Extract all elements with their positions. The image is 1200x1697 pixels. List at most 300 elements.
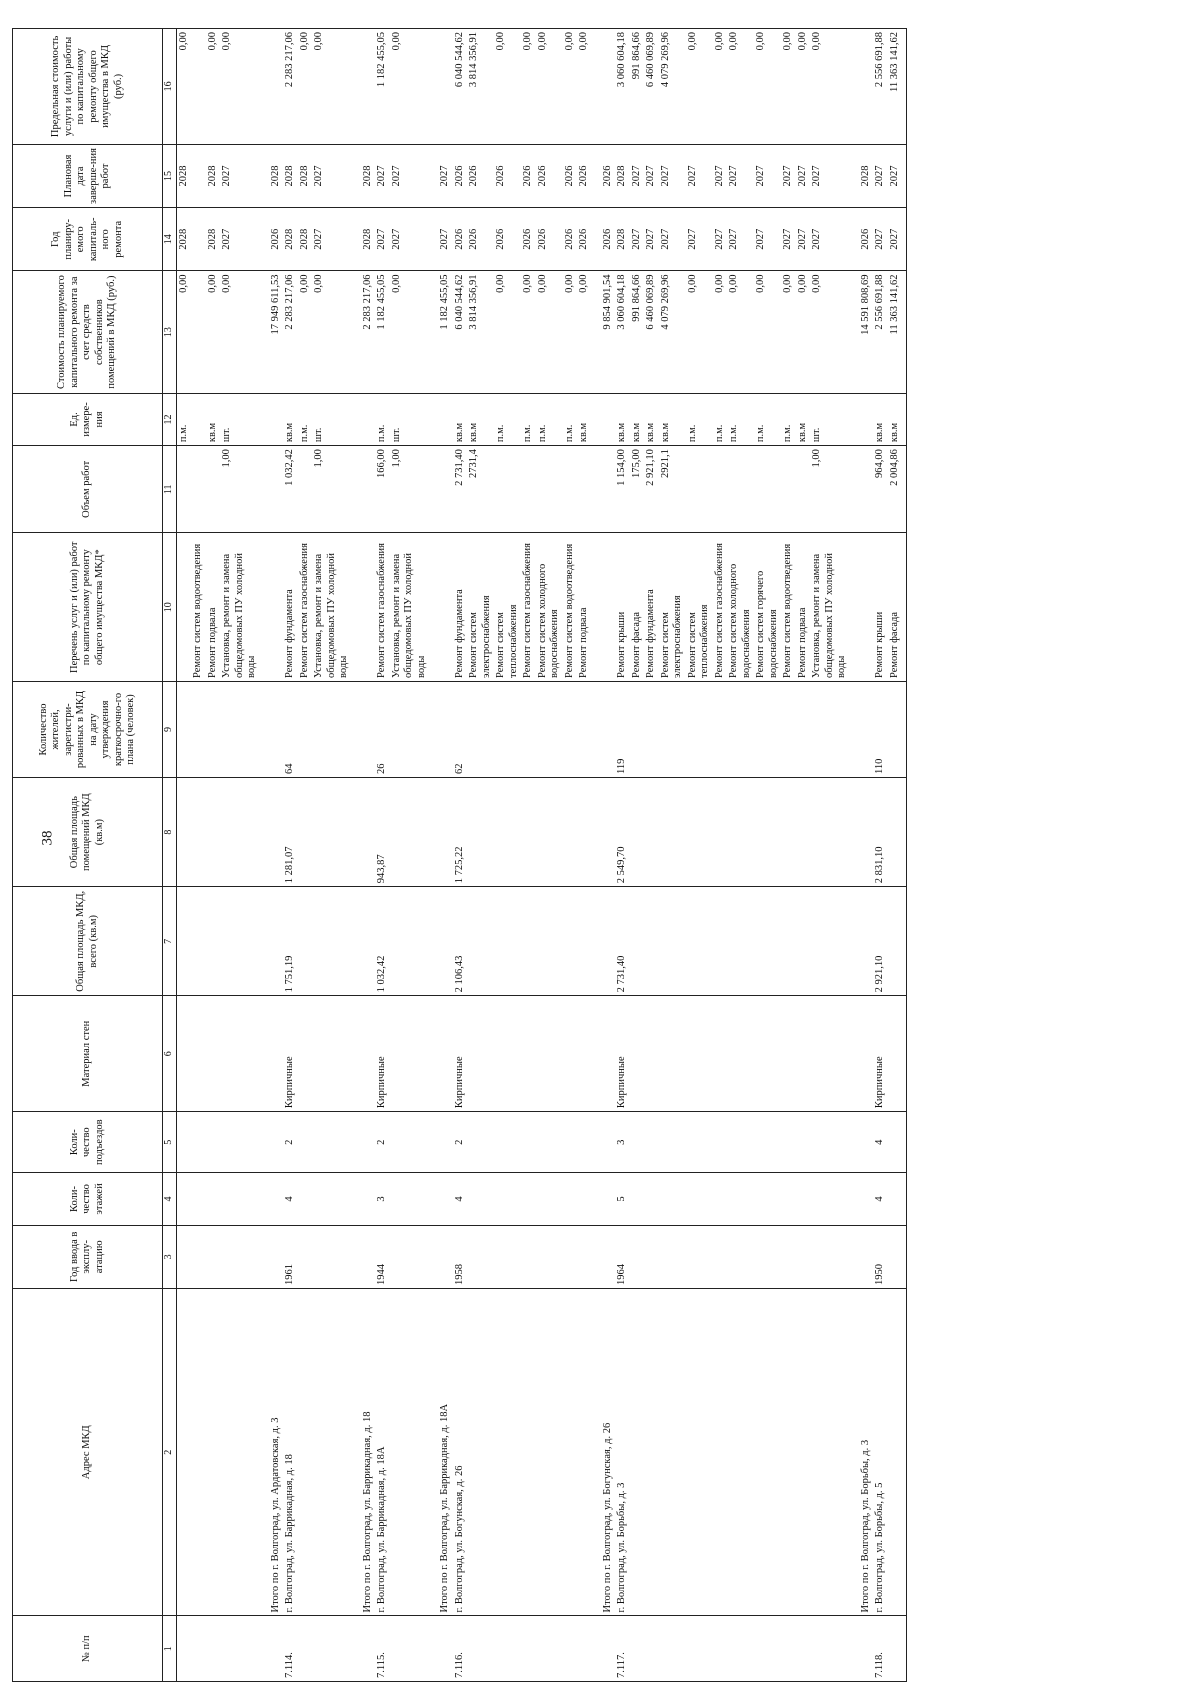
empty-cell	[630, 1173, 645, 1225]
empty-cell	[796, 1173, 811, 1225]
empty-cell	[796, 1288, 811, 1616]
work-end-date: 2027	[810, 144, 850, 207]
header-cell: Год ввода в эксплу-атацию	[13, 1225, 163, 1288]
work-volume	[754, 446, 781, 533]
work-type: Ремонт фундамента	[644, 533, 659, 681]
work-unit: п.м.	[686, 393, 713, 445]
column-number-row	[163, 29, 177, 1682]
empty-cell	[781, 1112, 796, 1173]
table-end-row	[902, 29, 907, 1682]
work-end-date: 2027	[888, 144, 903, 207]
work-limit-cost: 1 182 455,05	[375, 29, 390, 145]
empty-cell	[521, 1173, 536, 1225]
row-number: 7.115.	[375, 1616, 390, 1682]
empty-cell	[592, 393, 616, 445]
work-type: Ремонт фундамента	[283, 533, 298, 681]
empty-cell	[260, 1173, 284, 1225]
work-end-date: 2027	[727, 144, 754, 207]
empty-cell	[191, 887, 206, 996]
empty-cell	[390, 1288, 430, 1616]
empty-cell	[592, 681, 616, 777]
work-volume: 1,00	[810, 446, 850, 533]
empty-cell	[390, 1616, 430, 1682]
empty-cell	[191, 1616, 206, 1682]
work-volume: 175,00	[630, 446, 645, 533]
rooms-area: 1 725,22	[453, 778, 468, 887]
work-row	[630, 29, 645, 1682]
work-type: Ремонт систем теплоснабжения	[494, 533, 521, 681]
empty-cell	[298, 681, 313, 777]
building-row	[453, 29, 468, 1682]
empty-cell	[206, 996, 221, 1112]
work-cost: 0,00	[312, 271, 352, 393]
empty-cell	[781, 681, 796, 777]
work-cost: 0,00	[494, 271, 521, 393]
work-volume: 2921,1	[659, 446, 686, 533]
empty-cell	[850, 887, 874, 996]
empty-cell	[577, 1616, 592, 1682]
empty-cell	[592, 533, 616, 681]
empty-cell	[577, 1173, 592, 1225]
rooms-area: 2 549,70	[615, 778, 630, 887]
empty-cell	[390, 1173, 430, 1225]
work-row	[312, 29, 352, 1682]
work-row	[494, 29, 521, 1682]
work-unit: шт.	[312, 393, 352, 445]
work-volume	[781, 446, 796, 533]
work-limit-cost: 991 864,66	[630, 29, 645, 145]
empty-cell	[220, 1616, 260, 1682]
empty-cell	[727, 887, 754, 996]
work-end-date: 2027	[686, 144, 713, 207]
work-end-date: 2027	[312, 144, 352, 207]
work-end-date: 2026	[453, 144, 468, 207]
empty-cell	[352, 1112, 376, 1173]
work-cost: 0,00	[686, 271, 713, 393]
work-row	[713, 29, 728, 1682]
empty-cell	[850, 1616, 874, 1682]
rooms-area: 1 281,07	[283, 778, 298, 887]
empty-cell	[206, 1112, 221, 1173]
empty-cell	[429, 996, 453, 1112]
work-volume	[796, 446, 811, 533]
work-limit-cost: 3 814 356,91	[467, 29, 494, 145]
work-cost: 0,00	[563, 271, 578, 393]
total-area: 1 032,42	[375, 887, 390, 996]
residents-count: 64	[283, 681, 298, 777]
empty-cell	[592, 887, 616, 996]
row-number: 7.117.	[615, 1616, 630, 1682]
empty-cell	[686, 681, 713, 777]
empty-cell	[630, 1225, 645, 1288]
empty-cell	[686, 1112, 713, 1173]
empty-cell	[494, 778, 521, 887]
empty-cell	[850, 1112, 874, 1173]
work-cost: 0,00	[220, 271, 260, 393]
empty-cell	[260, 996, 284, 1112]
entrances-count: 4	[873, 1112, 888, 1173]
work-cost: 6 040 544,62	[453, 271, 468, 393]
work-type: Установка, ремонт и замена общедомовых ПУ холодной воды	[810, 533, 850, 681]
work-year: 2028	[176, 208, 191, 271]
empty-cell	[521, 1225, 536, 1288]
empty-cell	[659, 778, 686, 887]
work-cost: 4 079 269,96	[659, 271, 686, 393]
empty-cell	[754, 1225, 781, 1288]
empty-cell	[796, 996, 811, 1112]
empty-cell	[902, 271, 907, 393]
empty-cell	[563, 887, 578, 996]
empty-cell	[312, 778, 352, 887]
work-type: Ремонт систем газоснабжения	[713, 533, 728, 681]
floors-count: 4	[873, 1173, 888, 1225]
empty-cell	[754, 1288, 781, 1616]
empty-cell	[467, 1616, 494, 1682]
work-volume: 166,00	[375, 446, 390, 533]
empty-cell	[727, 1112, 754, 1173]
work-type: Ремонт крыши	[873, 533, 888, 681]
work-type: Ремонт систем холодного водоснабжения	[727, 533, 754, 681]
work-end-date: 2027	[630, 144, 645, 207]
empty-cell	[352, 996, 376, 1112]
empty-cell	[352, 1173, 376, 1225]
empty-cell	[902, 1616, 907, 1682]
work-volume	[494, 446, 521, 533]
empty-cell	[713, 1173, 728, 1225]
total-end-date: 2027	[429, 144, 453, 207]
work-limit-cost: 0,00	[206, 29, 221, 145]
work-cost: 0,00	[713, 271, 728, 393]
empty-cell	[206, 778, 221, 887]
work-unit: шт.	[390, 393, 430, 445]
empty-cell	[206, 1173, 221, 1225]
total-cost: 9 854 901,54	[592, 271, 616, 393]
column-number: 10	[163, 533, 177, 681]
empty-cell	[659, 1616, 686, 1682]
work-cost: 2 556 691,88	[873, 271, 888, 393]
empty-cell	[754, 1616, 781, 1682]
empty-cell	[298, 996, 313, 1112]
building-address: г. Волгоград, ул. Борьбы, д. 5	[873, 1288, 888, 1616]
work-limit-cost: 0,00	[298, 29, 313, 145]
empty-cell	[429, 1616, 453, 1682]
work-end-date: 2026	[563, 144, 578, 207]
empty-cell	[796, 887, 811, 996]
empty-cell	[850, 446, 874, 533]
work-cost: 3 060 604,18	[615, 271, 630, 393]
empty-cell	[352, 393, 376, 445]
work-end-date: 2027	[390, 144, 430, 207]
work-limit-cost: 6 040 544,62	[453, 29, 468, 145]
work-end-date: 2028	[615, 144, 630, 207]
work-row	[563, 29, 578, 1682]
work-limit-cost: 0,00	[727, 29, 754, 145]
work-volume	[686, 446, 713, 533]
empty-cell	[536, 778, 563, 887]
empty-cell	[592, 29, 616, 145]
empty-cell	[260, 29, 284, 145]
work-row	[176, 29, 191, 1682]
work-cost: 3 814 356,91	[467, 271, 494, 393]
empty-cell	[902, 1112, 907, 1173]
empty-cell	[352, 681, 376, 777]
work-year: 2028	[206, 208, 221, 271]
empty-cell	[176, 1112, 191, 1173]
empty-cell	[352, 1616, 376, 1682]
empty-cell	[176, 996, 191, 1112]
work-year: 2026	[467, 208, 494, 271]
empty-cell	[260, 887, 284, 996]
work-year: 2026	[521, 208, 536, 271]
empty-cell	[592, 778, 616, 887]
empty-cell	[220, 996, 260, 1112]
empty-cell	[781, 1616, 796, 1682]
total-row	[352, 29, 376, 1682]
empty-cell	[563, 996, 578, 1112]
column-number: 4	[163, 1173, 177, 1225]
total-area: 2 921,10	[873, 887, 888, 996]
empty-cell	[312, 1112, 352, 1173]
work-year: 2027	[644, 208, 659, 271]
work-volume: 2 731,40	[453, 446, 468, 533]
header-cell: Плановая дата заверше-ния работ	[13, 144, 163, 207]
work-type: Ремонт систем электроснабжения	[659, 533, 686, 681]
empty-cell	[796, 681, 811, 777]
empty-cell	[577, 778, 592, 887]
work-type: Ремонт подвала	[577, 533, 592, 681]
empty-cell	[630, 1112, 645, 1173]
work-limit-cost: 0,00	[686, 29, 713, 145]
year-built: 1961	[283, 1225, 298, 1288]
page-number: 38	[39, 830, 56, 846]
work-cost: 0,00	[754, 271, 781, 393]
empty-cell	[467, 681, 494, 777]
year-built: 1950	[873, 1225, 888, 1288]
empty-cell	[494, 1288, 521, 1616]
work-volume: 1,00	[220, 446, 260, 533]
empty-cell	[206, 1616, 221, 1682]
work-end-date: 2026	[521, 144, 536, 207]
work-cost: 6 460 069,89	[644, 271, 659, 393]
empty-cell	[810, 1112, 850, 1173]
empty-cell	[176, 1225, 191, 1288]
work-end-date: 2026	[494, 144, 521, 207]
header-cell: Перечень услуг и (или) работ по капитальному ремонту общего имущества МКД*	[13, 533, 163, 681]
empty-cell	[467, 1225, 494, 1288]
empty-cell	[312, 996, 352, 1112]
work-end-date: 2027	[713, 144, 728, 207]
empty-cell	[630, 1288, 645, 1616]
work-year: 2027	[312, 208, 352, 271]
header-cell: Предельная стоимость услуги и (или) работы по капитальному ремонту общего имущества в МКД (руб.)	[13, 29, 163, 145]
empty-cell	[467, 1288, 494, 1616]
empty-cell	[352, 778, 376, 887]
work-limit-cost: 0,00	[810, 29, 850, 145]
work-row	[467, 29, 494, 1682]
work-type	[176, 533, 191, 681]
empty-cell	[429, 533, 453, 681]
empty-cell	[352, 887, 376, 996]
work-row	[686, 29, 713, 1682]
work-volume	[727, 446, 754, 533]
total-year: 2027	[429, 208, 453, 271]
column-number: 11	[163, 446, 177, 533]
empty-cell	[429, 29, 453, 145]
empty-cell	[850, 393, 874, 445]
empty-cell	[220, 1225, 260, 1288]
work-unit: кв.м	[577, 393, 592, 445]
empty-cell	[220, 1173, 260, 1225]
empty-cell	[220, 1288, 260, 1616]
work-limit-cost: 2 556 691,88	[873, 29, 888, 145]
work-limit-cost: 11 363 141,62	[888, 29, 903, 145]
entrances-count: 3	[615, 1112, 630, 1173]
empty-cell	[390, 1225, 430, 1288]
empty-cell	[888, 996, 903, 1112]
header-cell: Общая площадь МКД, всего (кв.м)	[13, 887, 163, 996]
work-unit: кв.м	[467, 393, 494, 445]
empty-cell	[781, 778, 796, 887]
empty-cell	[536, 681, 563, 777]
work-cost: 0,00	[390, 271, 430, 393]
empty-cell	[754, 887, 781, 996]
empty-cell	[592, 996, 616, 1112]
work-limit-cost: 4 079 269,96	[659, 29, 686, 145]
empty-cell	[521, 778, 536, 887]
total-year: 2026	[260, 208, 284, 271]
work-volume: 964,00	[873, 446, 888, 533]
empty-cell	[521, 1288, 536, 1616]
work-cost	[191, 271, 206, 393]
empty-cell	[298, 1225, 313, 1288]
work-limit-cost: 0,00	[563, 29, 578, 145]
residents-count: 119	[615, 681, 630, 777]
column-number: 5	[163, 1112, 177, 1173]
empty-cell	[429, 887, 453, 996]
empty-cell	[713, 1288, 728, 1616]
work-cost: 0,00	[781, 271, 796, 393]
empty-cell	[713, 1112, 728, 1173]
work-unit: кв.м	[453, 393, 468, 445]
empty-cell	[429, 1112, 453, 1173]
empty-cell	[713, 887, 728, 996]
work-volume: 1 154,00	[615, 446, 630, 533]
empty-cell	[390, 778, 430, 887]
total-year: 2028	[352, 208, 376, 271]
empty-cell	[429, 778, 453, 887]
empty-cell	[810, 1173, 850, 1225]
work-year: 2026	[577, 208, 592, 271]
empty-cell	[312, 1616, 352, 1682]
empty-cell	[191, 1112, 206, 1173]
empty-cell	[521, 887, 536, 996]
empty-cell	[191, 1173, 206, 1225]
empty-cell	[260, 393, 284, 445]
work-year: 2028	[615, 208, 630, 271]
empty-cell	[592, 1225, 616, 1288]
rotated-table-area	[12, 28, 1187, 1682]
empty-cell	[888, 1616, 903, 1682]
empty-cell	[850, 996, 874, 1112]
work-limit-cost: 0,00	[754, 29, 781, 145]
work-unit: кв.м	[796, 393, 811, 445]
work-end-date: 2028	[298, 144, 313, 207]
column-number: 1	[163, 1616, 177, 1682]
work-unit: кв.м	[659, 393, 686, 445]
empty-cell	[810, 681, 850, 777]
empty-cell	[298, 778, 313, 887]
building-address: г. Волгоград, ул. Баррикадная, д. 18А	[375, 1288, 390, 1616]
empty-cell	[494, 1173, 521, 1225]
work-unit: п.м.	[727, 393, 754, 445]
work-year: 2027	[630, 208, 645, 271]
work-row	[796, 29, 811, 1682]
empty-cell	[630, 778, 645, 887]
empty-cell	[206, 887, 221, 996]
work-cost: 2 283 217,06	[283, 271, 298, 393]
row-number: 7.116.	[453, 1616, 468, 1682]
empty-cell	[810, 887, 850, 996]
empty-cell	[754, 996, 781, 1112]
work-year: 2028	[298, 208, 313, 271]
work-end-date: 2027	[873, 144, 888, 207]
work-volume: 1 032,42	[283, 446, 298, 533]
floors-count: 4	[283, 1173, 298, 1225]
work-limit-cost: 0,00	[390, 29, 430, 145]
empty-cell	[521, 1112, 536, 1173]
work-unit: п.м.	[781, 393, 796, 445]
building-address: г. Волгоград, ул. Борьбы, д. 3	[615, 1288, 630, 1616]
building-row	[283, 29, 298, 1682]
work-unit: шт.	[810, 393, 850, 445]
work-year: 2027	[659, 208, 686, 271]
empty-cell	[536, 1225, 563, 1288]
total-row	[592, 29, 616, 1682]
empty-cell	[536, 1616, 563, 1682]
work-type: Ремонт фундамента	[453, 533, 468, 681]
work-end-date: 2027	[659, 144, 686, 207]
empty-cell	[902, 446, 907, 533]
work-row	[521, 29, 536, 1682]
work-cost: 0,00	[536, 271, 563, 393]
empty-cell	[429, 1225, 453, 1288]
work-volume: 2731,4	[467, 446, 494, 533]
work-volume	[713, 446, 728, 533]
work-type: Установка, ремонт и замена общедомовых ПУ холодной воды	[220, 533, 260, 681]
work-cost: 11 363 141,62	[888, 271, 903, 393]
total-cost: 14 591 808,69	[850, 271, 874, 393]
work-row	[390, 29, 430, 1682]
empty-cell	[467, 1173, 494, 1225]
work-year	[191, 208, 206, 271]
empty-cell	[191, 778, 206, 887]
work-limit-cost: 3 060 604,18	[615, 29, 630, 145]
work-unit: кв.м	[644, 393, 659, 445]
empty-cell	[312, 681, 352, 777]
work-year: 2027	[888, 208, 903, 271]
empty-cell	[630, 887, 645, 996]
total-year: 2026	[592, 208, 616, 271]
total-end-date: 2028	[850, 144, 874, 207]
empty-cell	[260, 1225, 284, 1288]
work-unit: п.м.	[298, 393, 313, 445]
empty-cell	[191, 681, 206, 777]
total-label: Итого по г. Волгоград, ул. Богунская, д. 26	[592, 1288, 616, 1616]
total-row	[850, 29, 874, 1682]
table-header	[13, 29, 177, 1682]
empty-cell	[577, 1225, 592, 1288]
empty-cell	[902, 681, 907, 777]
